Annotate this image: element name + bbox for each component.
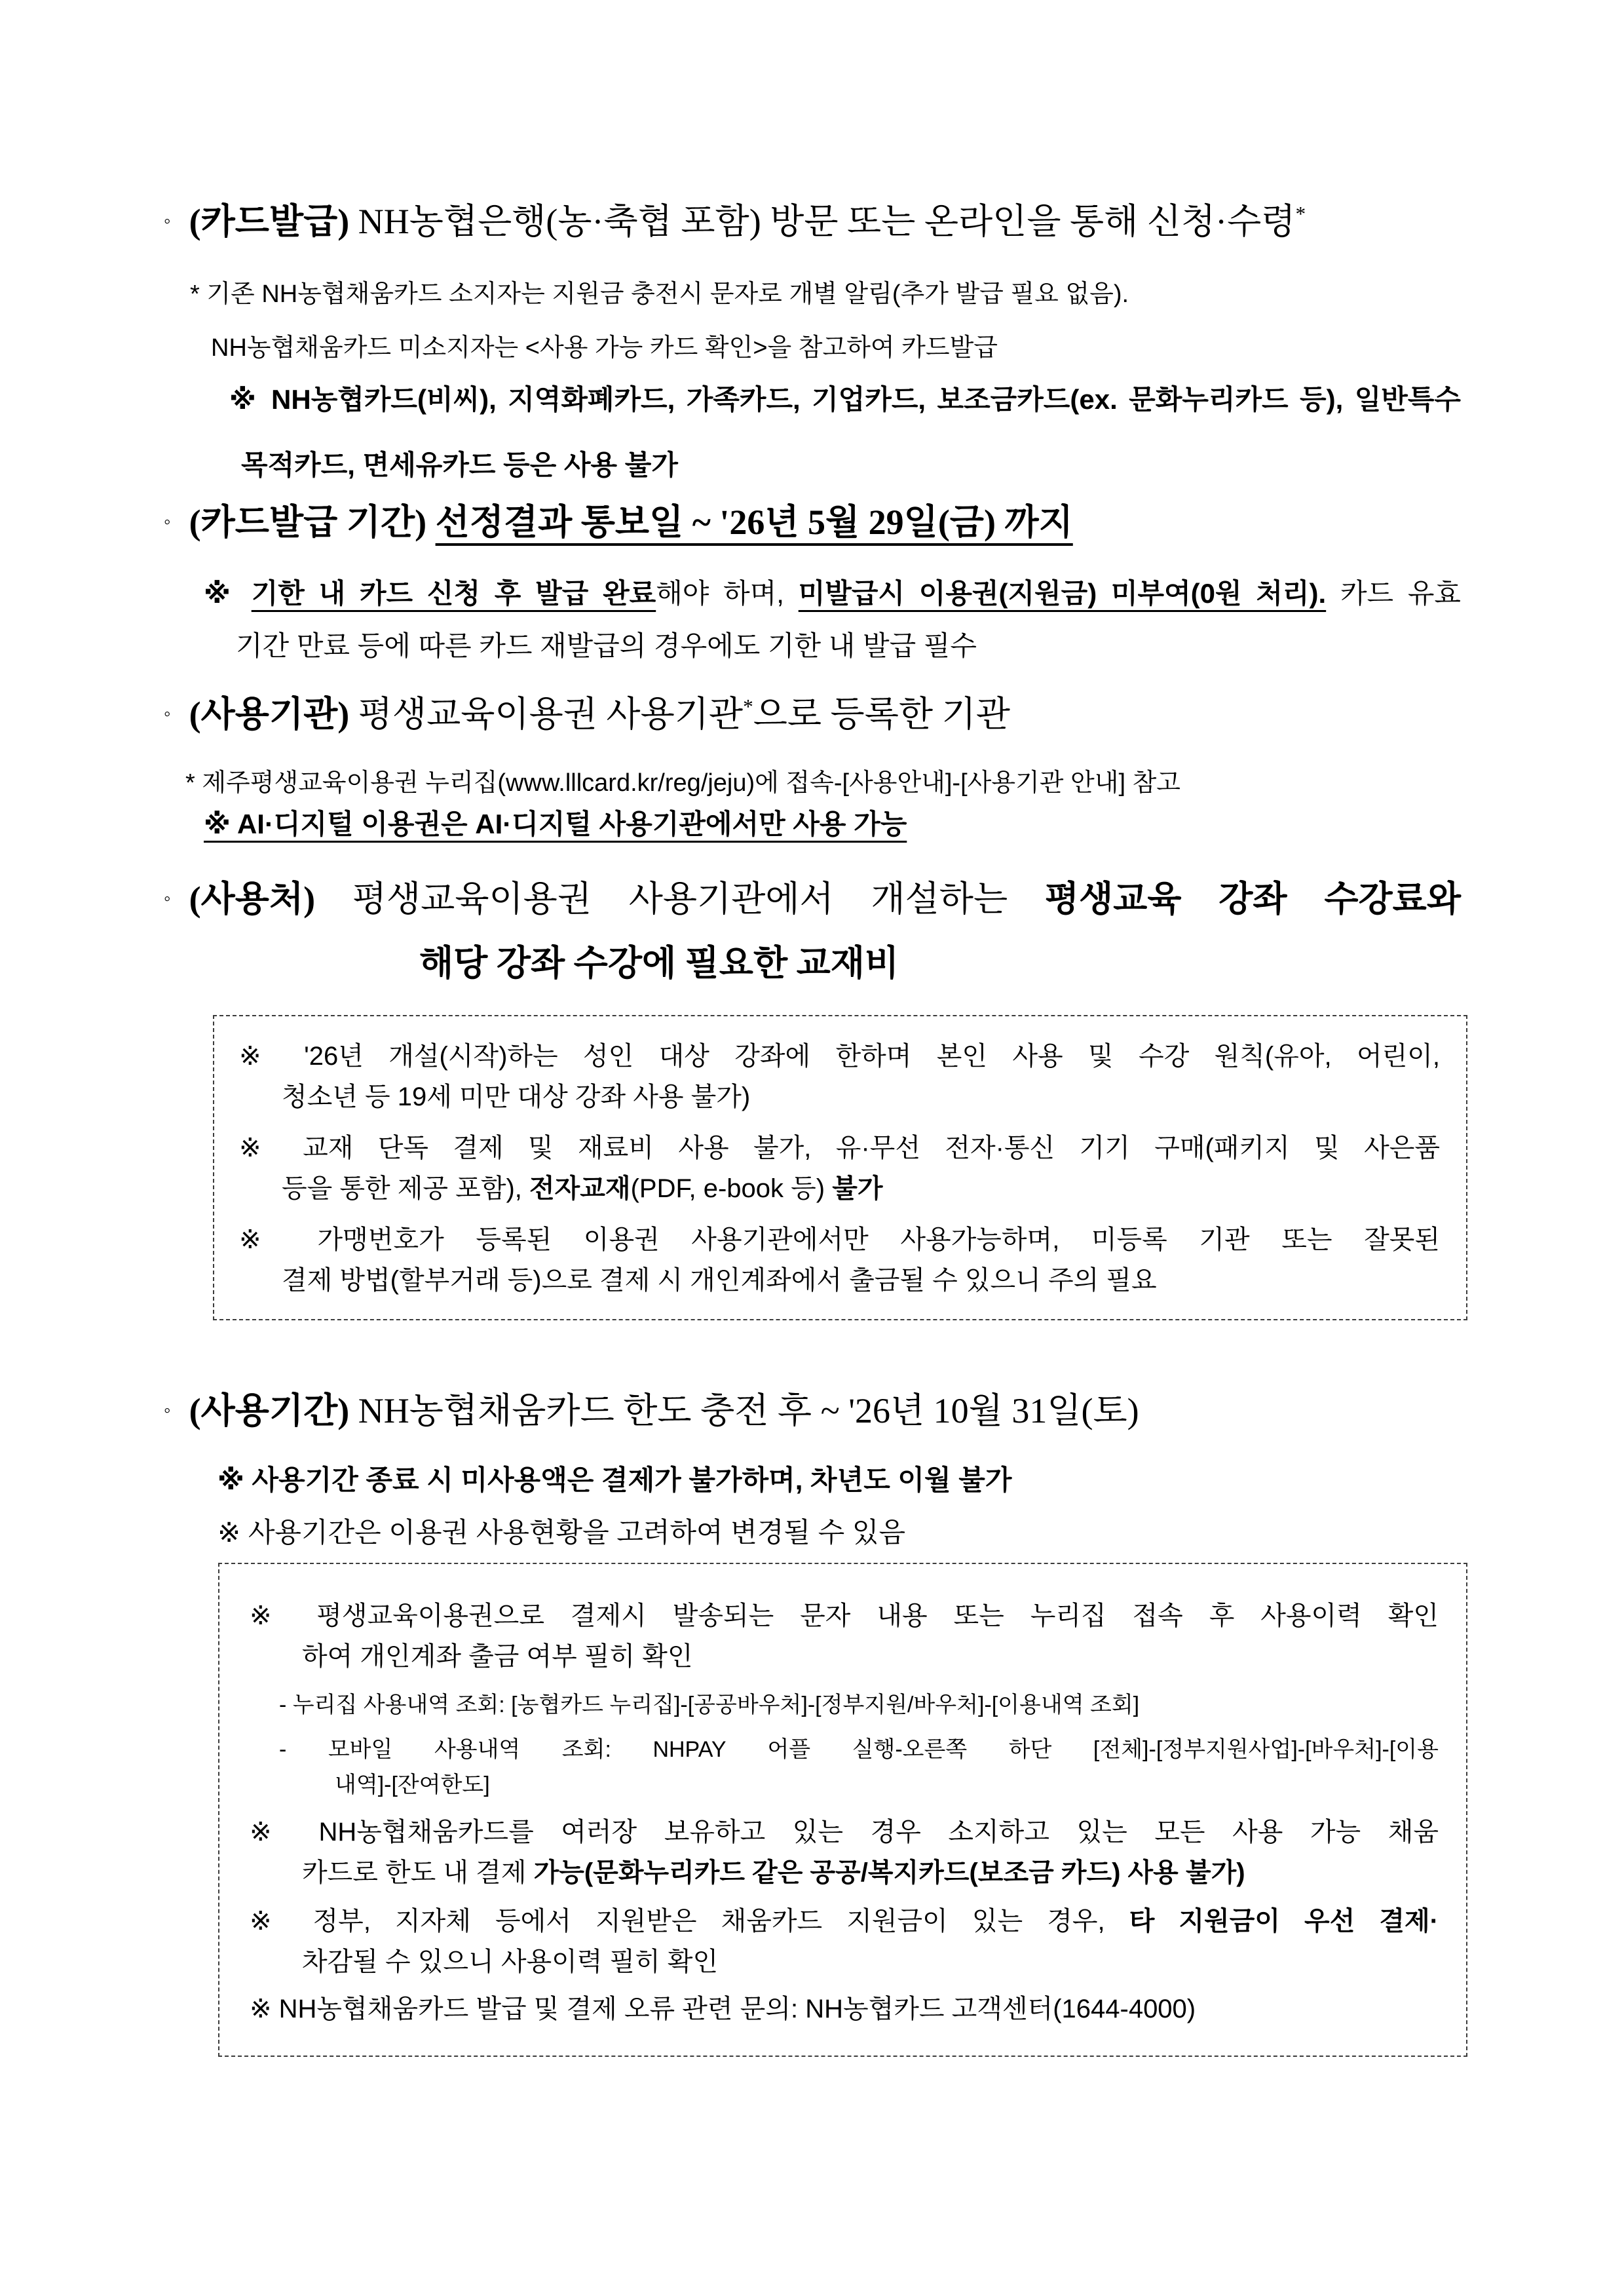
box-line: ※ '26년 개설(시작)하는 성인 대상 강좌에 한하며 본인 사용 및 수강 원칙(유아, 어린이, xyxy=(239,1042,1440,1071)
box-line xyxy=(250,1906,1439,1936)
bullet-icon: ◦ xyxy=(164,511,171,533)
ref-note-line: ※ 사용기간은 이용권 사용현황을 고려하여 변경될 수 있음 xyxy=(217,1517,906,1548)
bullet-icon: ◦ xyxy=(164,1400,171,1421)
heading-label: (사용기관) xyxy=(189,695,358,734)
ref-text: 카드 유효 xyxy=(1326,578,1462,609)
box-line: 하여 개인계좌 출금 여부 필히 확인 xyxy=(302,1642,693,1671)
box-line xyxy=(239,1174,1440,1204)
box-line: 청소년 등 19세 미만 대상 강좌 사용 불가) xyxy=(282,1082,751,1111)
ref-emphasis: 미발급시 이용권(지원금) 미부여(0원 처리). xyxy=(798,578,1327,609)
notice-box-usage xyxy=(213,1015,1467,1320)
bullet-icon: ◦ xyxy=(164,888,171,909)
heading-label: (사용기간) xyxy=(189,1391,358,1430)
footnote-line: * 기존 NH농협채움카드 소지자는 지원금 충전시 문자로 개별 알림(추가 발급 필요 없음). xyxy=(190,280,1129,308)
heading-label: (사용처) xyxy=(189,879,352,919)
box-dash-line: 내역]-[잔여한도] xyxy=(335,1772,490,1797)
box-text: (PDF, e-book 등) xyxy=(630,1174,833,1203)
box-line: ※ 평생교육이용권으로 결제시 발송되는 문자 내용 또는 누리집 접속 후 사용이력 확인 xyxy=(250,1601,1439,1630)
box-emphasis: 가능(문화누리카드 같은 공공/복지카드(보조금 카드) 사용 불가) xyxy=(533,1858,1245,1887)
ref-emphasis: 기한 내 카드 신청 후 발급 완료 xyxy=(251,578,656,609)
ref-note-line: 기간 만료 등에 따른 카드 재발급의 경우에도 기한 내 발급 필수 xyxy=(236,630,977,661)
heading-text: NH농협채움카드 한도 충전 후 ~ '26년 10월 31일(토) xyxy=(358,1391,1139,1430)
ref-note-line: ※ 사용기간 종료 시 미사용액은 결제가 불가하며, 차년도 이월 불가 xyxy=(217,1464,1012,1495)
ref-text: 해야 하며, xyxy=(656,578,799,609)
box-emphasis: 타 지원금이 우선 결제· xyxy=(1129,1907,1439,1936)
heading-label: (카드발급 기간) xyxy=(189,503,436,542)
footnote-asterisk: * xyxy=(743,695,753,718)
heading-card-issuance xyxy=(164,200,1461,243)
box-dash-line: - 모바일 사용내역 조회: NHPAY 어플 실행-오른쪽 하단 [전체]-[정부지원사업]-[바우처]-[이용 xyxy=(279,1737,1439,1762)
ref-marker: ※ xyxy=(204,578,252,609)
footnote-line: NH농협채움카드 미소지자는 <사용 가능 카드 확인>을 참고하여 카드발급 xyxy=(211,334,998,362)
box-text: 카드로 한도 내 결제 xyxy=(302,1858,534,1887)
heading-emphasis: 평생교육 강좌 수강료와 xyxy=(1044,879,1461,919)
heading-card-issuance-period xyxy=(164,501,1461,544)
box-text: 등을 통한 제공 포함), xyxy=(282,1174,530,1203)
bullet-icon: ◦ xyxy=(164,210,171,232)
ref-note-line: 목적카드, 면세유카드 등은 사용 불가 xyxy=(241,450,678,480)
heading-label: (카드발급) xyxy=(189,202,358,241)
box-line xyxy=(250,1858,1439,1888)
box-line: ※ NH농협채움카드 발급 및 결제 오류 관련 문의: NH농협카드 고객센터(1644-4000) xyxy=(250,1995,1196,2023)
notice-box-usage-period xyxy=(218,1563,1467,2057)
box-emphasis: 전자교재 xyxy=(529,1174,631,1203)
ref-note-line xyxy=(164,577,1461,611)
heading-usage-period xyxy=(164,1389,1461,1432)
heading-usage xyxy=(164,877,1461,921)
box-emphasis: 불가 xyxy=(832,1174,883,1203)
ref-note-line: ※ NH농협카드(비씨), 지역화폐카드, 가족카드, 기업카드, 보조금카드(ex. 문화누리카드 등), 일반특수 xyxy=(229,384,1461,415)
box-line: ※ NH농협채움카드를 여러장 보유하고 있는 경우 소지하고 있는 모든 사용 가능 채움 xyxy=(250,1818,1439,1846)
footnote-line: * 제주평생교육이용권 누리집(www.lllcard.kr/reg/jeju)에 접속-[사용안내]-[사용기관 안내] 참고 xyxy=(185,769,1180,797)
heading-usable-institution xyxy=(164,693,1461,736)
heading-text: NH농협은행(농·축협 포함) 방문 또는 온라인을 통해 신청·수령 xyxy=(358,202,1296,241)
bullet-icon: ◦ xyxy=(164,703,171,725)
footnote-asterisk: * xyxy=(1295,202,1306,225)
box-line: ※ 교재 단독 결제 및 재료비 사용 불가, 유·무선 전자·통신 기기 구매(패키지 및 사은품 xyxy=(239,1134,1440,1162)
heading-emphasis: 해당 강좌 수강에 필요한 교재비 xyxy=(419,944,899,983)
box-line: ※ 가맹번호가 등록된 이용권 사용기관에서만 사용가능하며, 미등록 기관 또는 잘못된 xyxy=(239,1225,1440,1254)
box-dash-line: - 누리집 사용내역 조회: [농협카드 누리집]-[공공바우처]-[정부지원/바우처]-[이용내역 조회] xyxy=(279,1693,1140,1717)
box-text: ※ 정부, 지자체 등에서 지원받은 채움카드 지원금이 있는 경우, xyxy=(250,1907,1129,1936)
heading-text: 평생교육이용권 사용기관에서 개설하는 xyxy=(352,879,1045,919)
heading-usage-line2 xyxy=(164,942,1461,985)
ref-note-line: ※ AI·디지털 이용권은 AI·디지털 사용기관에서만 사용 가능 xyxy=(204,809,907,839)
box-line: 결제 방법(할부거래 등)으로 결제 시 개인계좌에서 출금될 수 있으니 주의 필요 xyxy=(282,1266,1157,1295)
heading-text: 으로 등록한 기관 xyxy=(753,695,1010,734)
heading-deadline: 선정결과 통보일 ~ '26년 5월 29일(금) 까지 xyxy=(435,503,1073,542)
heading-text: 평생교육이용권 사용기관 xyxy=(358,695,744,734)
box-line: 차감될 수 있으니 사용이력 필히 확인 xyxy=(302,1947,719,1976)
